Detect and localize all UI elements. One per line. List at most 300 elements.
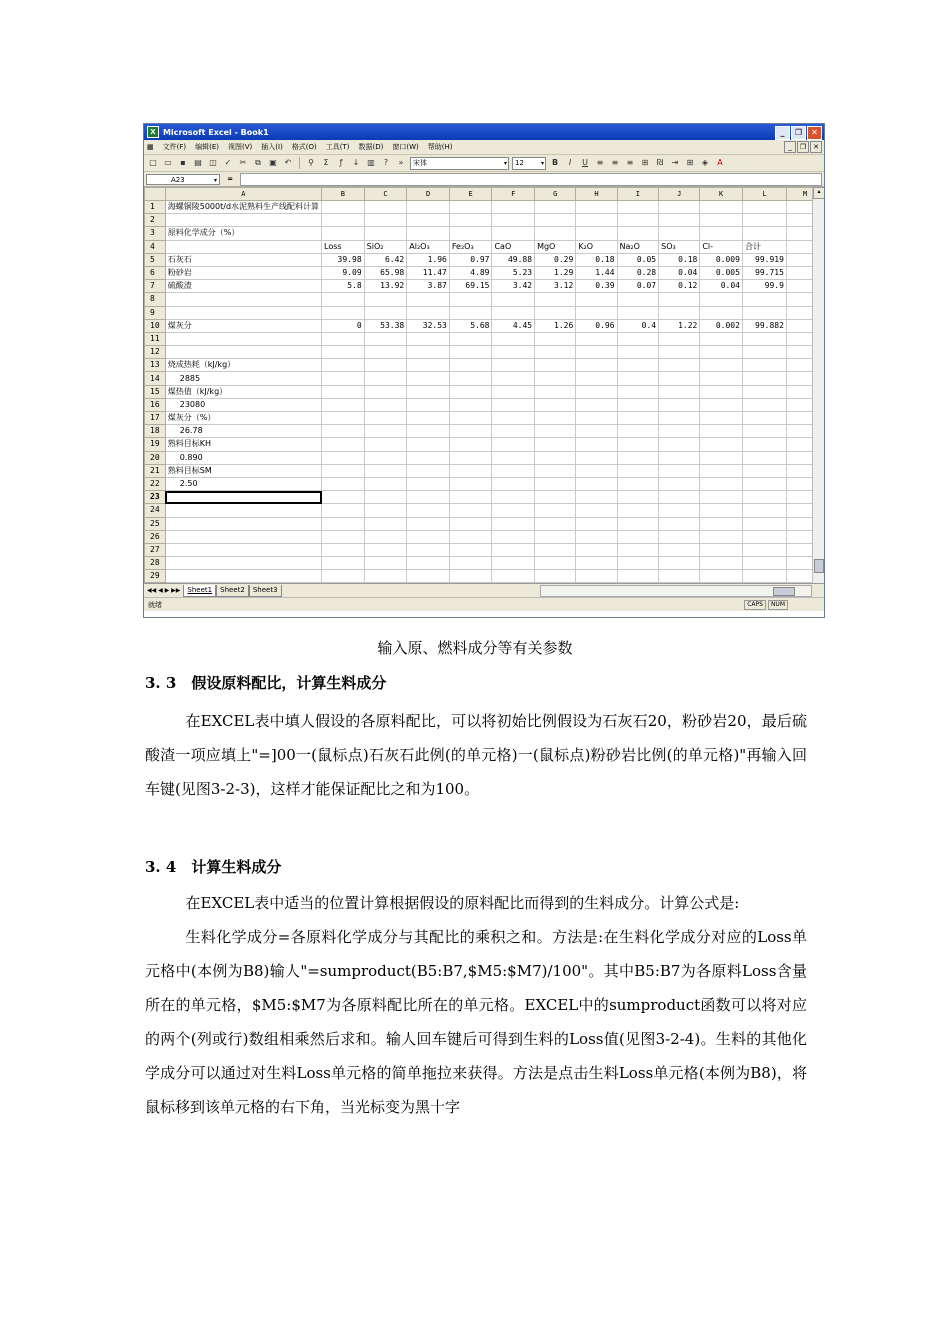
sheet-cell[interactable]: [407, 517, 450, 530]
tab-sheet2[interactable]: Sheet2: [216, 585, 249, 597]
sheet-cell[interactable]: [535, 491, 576, 504]
sheet-cell[interactable]: [492, 346, 535, 359]
sheet-cell[interactable]: Al₂O₃: [407, 240, 450, 253]
row-header[interactable]: 10: [145, 319, 166, 332]
row-header[interactable]: 19: [145, 438, 166, 451]
sheet-cell[interactable]: [617, 570, 659, 583]
sheet-cell[interactable]: [700, 201, 743, 214]
row-header[interactable]: 6: [145, 266, 166, 279]
sheet-cell[interactable]: Na₂O: [617, 240, 659, 253]
tab-navigation[interactable]: ◀◀ ◀ ▶ ▶▶: [147, 587, 181, 594]
sheet-cell[interactable]: 53.38: [364, 319, 407, 332]
sheet-cell[interactable]: [659, 530, 700, 543]
column-header[interactable]: L: [742, 188, 786, 201]
sheet-cell[interactable]: [659, 464, 700, 477]
sheet-cell[interactable]: [576, 570, 617, 583]
sheet-cell[interactable]: [617, 504, 659, 517]
sheet-cell[interactable]: 0.96: [576, 319, 617, 332]
sheet-cell[interactable]: 熟料目标KH: [165, 438, 321, 451]
sheet-cell[interactable]: [535, 570, 576, 583]
sheet-cell[interactable]: [742, 398, 786, 411]
sheet-cell[interactable]: [364, 293, 407, 306]
doc-close-button[interactable]: ✕: [810, 141, 822, 153]
sheet-cell[interactable]: [535, 425, 576, 438]
sheet-cell[interactable]: [492, 201, 535, 214]
sheet-cell[interactable]: CaO: [492, 240, 535, 253]
sheet-cell[interactable]: 1.29: [535, 266, 576, 279]
sheet-cell[interactable]: [742, 359, 786, 372]
column-header[interactable]: E: [449, 188, 492, 201]
sheet-cell[interactable]: [322, 412, 365, 425]
sheet-cell[interactable]: [407, 385, 450, 398]
sheet-cell[interactable]: 0.18: [659, 253, 700, 266]
sheet-cell[interactable]: [322, 477, 365, 490]
row-header[interactable]: 3: [145, 227, 166, 240]
sheet-cell[interactable]: [407, 227, 450, 240]
sheet-cell[interactable]: [659, 557, 700, 570]
sheet-cell[interactable]: [700, 517, 743, 530]
sheet-cell[interactable]: [576, 504, 617, 517]
sheet-cell[interactable]: [449, 346, 492, 359]
sheet-cell[interactable]: [659, 398, 700, 411]
sheet-cell[interactable]: SiO₂: [364, 240, 407, 253]
sheet-cell[interactable]: [165, 306, 321, 319]
sheet-cell[interactable]: [322, 306, 365, 319]
sheet-cell[interactable]: [576, 412, 617, 425]
align-right-icon[interactable]: ≡: [626, 158, 634, 167]
sheet-cell[interactable]: [535, 293, 576, 306]
menu-file[interactable]: 文件(F): [162, 143, 187, 151]
column-header[interactable]: C: [364, 188, 407, 201]
sheet-cell[interactable]: [407, 451, 450, 464]
sheet-cell[interactable]: [700, 227, 743, 240]
sheet-cell[interactable]: 0: [322, 319, 365, 332]
sheet-cell[interactable]: 0.05: [617, 253, 659, 266]
sheet-cell[interactable]: [617, 543, 659, 556]
sheet-cell[interactable]: [165, 543, 321, 556]
sheet-cell[interactable]: [449, 570, 492, 583]
sheet-cell[interactable]: [576, 517, 617, 530]
sheet-cell[interactable]: [617, 201, 659, 214]
sheet-cell[interactable]: [449, 293, 492, 306]
spelling-icon[interactable]: ✓: [224, 158, 232, 167]
align-center-icon[interactable]: ≡: [611, 158, 619, 167]
sheet-cell[interactable]: [659, 491, 700, 504]
sheet-cell[interactable]: [364, 346, 407, 359]
sheet-cell[interactable]: [407, 306, 450, 319]
sheet-cell[interactable]: [492, 214, 535, 227]
sheet-cell[interactable]: [165, 240, 321, 253]
sheet-cell[interactable]: [700, 570, 743, 583]
sheet-cell[interactable]: [742, 570, 786, 583]
sheet-cell[interactable]: [617, 517, 659, 530]
sheet-cell[interactable]: [535, 214, 576, 227]
sheet-cell[interactable]: [407, 398, 450, 411]
sheet-cell[interactable]: [492, 425, 535, 438]
sheet-cell[interactable]: [617, 451, 659, 464]
row-header[interactable]: 18: [145, 425, 166, 438]
sheet-cell[interactable]: 0.04: [700, 280, 743, 293]
sheet-cell[interactable]: [742, 464, 786, 477]
sheet-cell[interactable]: [165, 332, 321, 345]
sheet-cell[interactable]: [535, 306, 576, 319]
sheet-cell[interactable]: 0.39: [576, 280, 617, 293]
sheet-cell[interactable]: [322, 543, 365, 556]
column-header[interactable]: K: [700, 188, 743, 201]
sheet-cell[interactable]: 0.4: [617, 319, 659, 332]
sheet-cell[interactable]: [700, 412, 743, 425]
hyperlink-icon[interactable]: ⚲: [308, 158, 314, 167]
sheet-cell[interactable]: [407, 332, 450, 345]
sheet-cell[interactable]: [576, 530, 617, 543]
sheet-cell[interactable]: [700, 332, 743, 345]
sheet-cell[interactable]: [659, 227, 700, 240]
sheet-cell[interactable]: [364, 332, 407, 345]
sheet-cell[interactable]: 3.12: [535, 280, 576, 293]
row-header[interactable]: 21: [145, 464, 166, 477]
sheet-cell[interactable]: [322, 372, 365, 385]
sheet-cell[interactable]: [617, 557, 659, 570]
sheet-cell[interactable]: [492, 332, 535, 345]
sheet-cell[interactable]: [492, 543, 535, 556]
new-icon[interactable]: □: [149, 158, 157, 167]
sheet-cell[interactable]: [659, 477, 700, 490]
sheet-cell[interactable]: [659, 438, 700, 451]
sheet-cell[interactable]: [617, 346, 659, 359]
sheet-cell[interactable]: [492, 464, 535, 477]
sheet-cell[interactable]: 0.18: [576, 253, 617, 266]
print-preview-icon[interactable]: ◫: [209, 158, 217, 167]
sheet-cell[interactable]: [535, 543, 576, 556]
sheet-cell[interactable]: [364, 385, 407, 398]
sheet-cell[interactable]: [535, 346, 576, 359]
sheet-cell[interactable]: [407, 412, 450, 425]
sheet-cell[interactable]: [700, 346, 743, 359]
sheet-cell[interactable]: SO₃: [659, 240, 700, 253]
column-header[interactable]: A: [165, 188, 321, 201]
sheet-cell[interactable]: [407, 201, 450, 214]
row-header[interactable]: 22: [145, 477, 166, 490]
sheet-cell[interactable]: [407, 530, 450, 543]
sheet-cell[interactable]: [576, 214, 617, 227]
row-header[interactable]: 25: [145, 517, 166, 530]
sheet-cell[interactable]: [576, 332, 617, 345]
sheet-cell[interactable]: [492, 517, 535, 530]
sheet-cell[interactable]: [742, 201, 786, 214]
close-button[interactable]: ✕: [807, 126, 822, 140]
sheet-cell[interactable]: [322, 530, 365, 543]
sheet-cell[interactable]: [449, 477, 492, 490]
sheet-cell[interactable]: [492, 227, 535, 240]
sheet-cell[interactable]: [700, 543, 743, 556]
name-box[interactable]: A23 ▾: [146, 174, 220, 185]
sheet-cell[interactable]: [742, 214, 786, 227]
row-header[interactable]: 28: [145, 557, 166, 570]
menu-insert[interactable]: 插入(I): [261, 143, 283, 151]
sheet-cell[interactable]: 0.005: [700, 266, 743, 279]
menu-help[interactable]: 帮助(H): [427, 143, 453, 151]
sheet-cell[interactable]: [449, 306, 492, 319]
sheet-cell[interactable]: [165, 504, 321, 517]
row-header[interactable]: 12: [145, 346, 166, 359]
row-header[interactable]: 23: [145, 491, 166, 504]
tab-sheet1[interactable]: Sheet1: [183, 585, 216, 597]
sheet-cell[interactable]: 9.09: [322, 266, 365, 279]
sheet-cell[interactable]: 5.68: [449, 319, 492, 332]
sheet-cell[interactable]: [449, 517, 492, 530]
sheet-cell[interactable]: [364, 530, 407, 543]
sheet-cell[interactable]: [492, 530, 535, 543]
sheet-cell[interactable]: Cl-: [700, 240, 743, 253]
sheet-cell[interactable]: [576, 543, 617, 556]
sheet-cell[interactable]: [407, 425, 450, 438]
sheet-cell[interactable]: 原料化学成分（%）: [165, 227, 321, 240]
sheet-cell[interactable]: 99.882: [742, 319, 786, 332]
sheet-cell[interactable]: [492, 306, 535, 319]
row-header[interactable]: 16: [145, 398, 166, 411]
sheet-cell[interactable]: [535, 504, 576, 517]
sheet-cell[interactable]: [364, 570, 407, 583]
row-header[interactable]: 14: [145, 372, 166, 385]
sheet-cell[interactable]: [449, 491, 492, 504]
sheet-cell[interactable]: [700, 359, 743, 372]
sheet-cell[interactable]: [576, 438, 617, 451]
menu-data[interactable]: 数据(D): [358, 143, 384, 151]
sheet-cell[interactable]: [742, 412, 786, 425]
underline-icon[interactable]: U: [582, 158, 588, 167]
align-left-icon[interactable]: ≡: [596, 158, 604, 167]
sheet-cell[interactable]: [492, 412, 535, 425]
sheet-cell[interactable]: [659, 570, 700, 583]
sheet-cell[interactable]: 2885: [165, 372, 321, 385]
sheet-cell[interactable]: [322, 491, 365, 504]
sheet-cell[interactable]: [492, 557, 535, 570]
sheet-cell[interactable]: [700, 293, 743, 306]
sheet-cell[interactable]: [492, 491, 535, 504]
sheet-cell[interactable]: 5.8: [322, 280, 365, 293]
sheet-cell[interactable]: [364, 504, 407, 517]
sheet-cell[interactable]: 3.87: [407, 280, 450, 293]
doc-minimize-button[interactable]: _: [784, 141, 796, 153]
sheet-cell[interactable]: [535, 530, 576, 543]
sheet-cell[interactable]: [322, 332, 365, 345]
sheet-cell[interactable]: [364, 412, 407, 425]
sheet-cell[interactable]: [407, 504, 450, 517]
sheet-cell[interactable]: [165, 570, 321, 583]
sheet-cell[interactable]: 烧成热耗（kJ/kg）: [165, 359, 321, 372]
column-header[interactable]: I: [617, 188, 659, 201]
sheet-cell[interactable]: [700, 451, 743, 464]
sheet-cell[interactable]: [492, 398, 535, 411]
sheet-cell[interactable]: 1.26: [535, 319, 576, 332]
row-header[interactable]: 4: [145, 240, 166, 253]
sheet-cell[interactable]: MgO: [535, 240, 576, 253]
sheet-cell[interactable]: [364, 372, 407, 385]
sheet-cell[interactable]: [407, 464, 450, 477]
sheet-cell[interactable]: [449, 504, 492, 517]
sheet-cell[interactable]: 65.98: [364, 266, 407, 279]
sheet-cell[interactable]: [576, 201, 617, 214]
sheet-cell[interactable]: [364, 491, 407, 504]
sheet-cell[interactable]: [364, 201, 407, 214]
sheet-cell[interactable]: [659, 201, 700, 214]
sheet-cell[interactable]: [322, 570, 365, 583]
sheet-cell[interactable]: [407, 438, 450, 451]
sheet-cell[interactable]: 13.92: [364, 280, 407, 293]
menu-window[interactable]: 窗口(W): [392, 143, 419, 151]
sheet-cell[interactable]: 4.89: [449, 266, 492, 279]
sheet-cell[interactable]: [535, 332, 576, 345]
sheet-cell[interactable]: [492, 504, 535, 517]
sheet-cell[interactable]: [700, 530, 743, 543]
sheet-cell[interactable]: [449, 543, 492, 556]
sheet-cell[interactable]: [617, 412, 659, 425]
row-header[interactable]: 2: [145, 214, 166, 227]
sheet-cell[interactable]: [700, 372, 743, 385]
sheet-cell[interactable]: [700, 464, 743, 477]
sheet-cell[interactable]: [364, 557, 407, 570]
column-header[interactable]: F: [492, 188, 535, 201]
sheet-cell[interactable]: [742, 491, 786, 504]
sort-icon[interactable]: ↓: [352, 158, 360, 167]
sheet-cell[interactable]: K₂O: [576, 240, 617, 253]
open-icon[interactable]: ▭: [164, 158, 172, 167]
sheet-cell[interactable]: [742, 543, 786, 556]
borders-icon[interactable]: ⊞: [686, 158, 694, 167]
sheet-cell[interactable]: [322, 201, 365, 214]
row-header[interactable]: 29: [145, 570, 166, 583]
sheet-cell[interactable]: [700, 438, 743, 451]
sheet-cell[interactable]: [449, 438, 492, 451]
sheet-cell[interactable]: [535, 451, 576, 464]
sheet-cell[interactable]: [659, 372, 700, 385]
copy-icon[interactable]: ⧉: [255, 158, 261, 167]
sheet-cell[interactable]: 石灰石: [165, 253, 321, 266]
sheet-cell[interactable]: [407, 477, 450, 490]
menu-icon[interactable]: ▦: [147, 143, 154, 151]
sheet-cell[interactable]: [322, 517, 365, 530]
sheet-cell[interactable]: 粉砂岩: [165, 266, 321, 279]
sheet-cell[interactable]: [659, 332, 700, 345]
sheet-cell[interactable]: [492, 477, 535, 490]
sheet-cell[interactable]: 煤热值（kJ/kg）: [165, 385, 321, 398]
sheet-cell[interactable]: [165, 214, 321, 227]
sheet-cell[interactable]: [617, 438, 659, 451]
row-header[interactable]: 13: [145, 359, 166, 372]
sheet-cell[interactable]: [617, 372, 659, 385]
row-header[interactable]: 17: [145, 412, 166, 425]
sheet-cell[interactable]: [492, 293, 535, 306]
row-header[interactable]: 5: [145, 253, 166, 266]
sheet-cell[interactable]: [535, 385, 576, 398]
sheet-cell[interactable]: [700, 557, 743, 570]
sheet-cell[interactable]: 海螺铜陵5000t/d水泥熟料生产线配料计算: [165, 201, 321, 214]
select-all-corner[interactable]: [145, 188, 166, 201]
row-header[interactable]: 20: [145, 451, 166, 464]
fill-color-icon[interactable]: ◈: [701, 158, 709, 167]
sheet-cell[interactable]: 49.88: [492, 253, 535, 266]
sheet-cell[interactable]: [407, 293, 450, 306]
sheet-cell[interactable]: [659, 306, 700, 319]
sheet-cell[interactable]: [449, 372, 492, 385]
sheet-cell[interactable]: [576, 451, 617, 464]
sheet-cell[interactable]: [576, 385, 617, 398]
scroll-thumb[interactable]: [814, 559, 824, 573]
sheet-cell[interactable]: [659, 451, 700, 464]
sheet-cell[interactable]: [492, 570, 535, 583]
sheet-cell[interactable]: [700, 306, 743, 319]
sheet-cell[interactable]: [322, 464, 365, 477]
sheet-cell[interactable]: 99.9: [742, 280, 786, 293]
sheet-cell[interactable]: [364, 464, 407, 477]
column-header[interactable]: J: [659, 188, 700, 201]
row-header[interactable]: 9: [145, 306, 166, 319]
column-header[interactable]: B: [322, 188, 365, 201]
sheet-cell[interactable]: [659, 517, 700, 530]
sheet-cell[interactable]: 4.45: [492, 319, 535, 332]
formula-input[interactable]: [240, 173, 822, 186]
scroll-up-arrow-icon[interactable]: ▴: [813, 187, 824, 199]
save-icon[interactable]: ▪: [180, 158, 186, 167]
sheet-cell[interactable]: [617, 214, 659, 227]
sheet-cell[interactable]: 0.07: [617, 280, 659, 293]
sheet-cell[interactable]: [364, 214, 407, 227]
help-icon[interactable]: ?: [383, 158, 389, 167]
sheet-cell[interactable]: [322, 504, 365, 517]
paste-icon[interactable]: ▣: [269, 158, 277, 167]
sheet-cell[interactable]: 11.47: [407, 266, 450, 279]
sheet-cell[interactable]: [576, 477, 617, 490]
sheet-cell[interactable]: 6.42: [364, 253, 407, 266]
font-name-select[interactable]: 宋体 ▾: [410, 157, 509, 170]
sheet-cell[interactable]: [576, 398, 617, 411]
sheet-cell[interactable]: [742, 517, 786, 530]
sheet-cell[interactable]: 0.97: [449, 253, 492, 266]
sheet-cell[interactable]: 0.009: [700, 253, 743, 266]
sheet-cell[interactable]: [659, 504, 700, 517]
sheet-cell[interactable]: [535, 359, 576, 372]
sheet-cell[interactable]: Fe₂O₃: [449, 240, 492, 253]
sheet-cell[interactable]: [407, 346, 450, 359]
print-icon[interactable]: ▤: [194, 158, 202, 167]
sheet-cell[interactable]: [700, 385, 743, 398]
indent-icon[interactable]: ⇥: [671, 158, 679, 167]
sheet-cell[interactable]: [576, 557, 617, 570]
italic-icon[interactable]: I: [568, 158, 572, 167]
sheet-cell[interactable]: [576, 293, 617, 306]
sheet-cell[interactable]: [535, 227, 576, 240]
sheet-cell[interactable]: [449, 464, 492, 477]
sheet-cell[interactable]: [700, 504, 743, 517]
sheet-cell[interactable]: [535, 372, 576, 385]
sheet-cell[interactable]: [449, 425, 492, 438]
sheet-cell[interactable]: [535, 201, 576, 214]
sheet-cell[interactable]: [617, 530, 659, 543]
sheet-cell[interactable]: [576, 425, 617, 438]
sheet-cell[interactable]: [700, 477, 743, 490]
sheet-cell[interactable]: [407, 557, 450, 570]
sheet-cell[interactable]: Loss: [322, 240, 365, 253]
sheet-cell[interactable]: [617, 332, 659, 345]
sheet-cell[interactable]: 0.12: [659, 280, 700, 293]
sheet-cell[interactable]: [742, 332, 786, 345]
sheet-cell[interactable]: [449, 451, 492, 464]
sheet-cell[interactable]: [576, 227, 617, 240]
sheet-cell[interactable]: [617, 227, 659, 240]
sheet-cell[interactable]: [535, 517, 576, 530]
sheet-cell[interactable]: 32.53: [407, 319, 450, 332]
sheet-cell[interactable]: [449, 398, 492, 411]
